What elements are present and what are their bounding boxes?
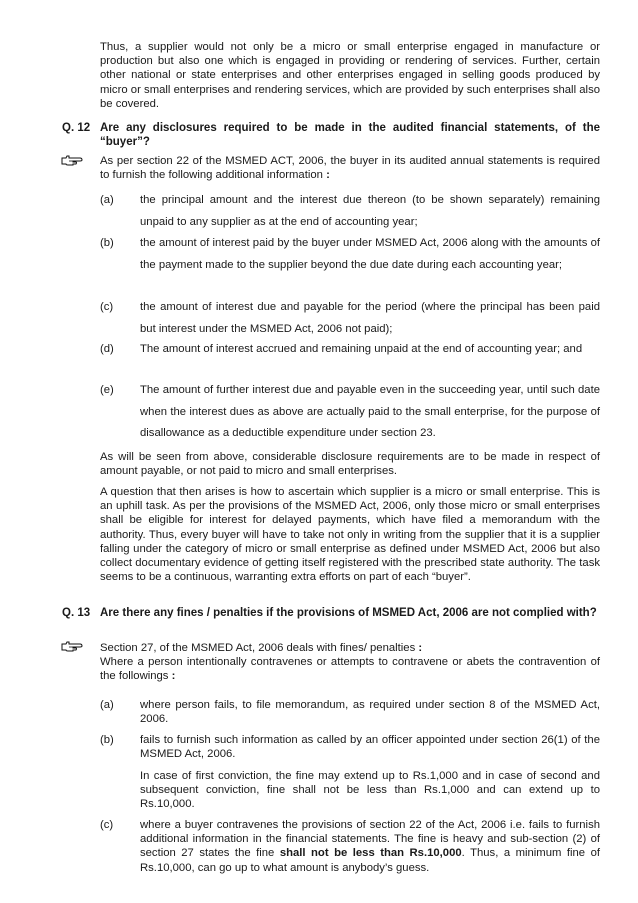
list-item: (a) where person fails, to file memorandum, as required under section 8 of the MSMED Act, 2006. xyxy=(100,699,600,726)
q12-paragraph-1: As will be seen from above, considerable disclosure requirements are to be made in respect of amount payable, or not paid to micro and small enterprises. xyxy=(100,451,600,478)
penalty-paragraph: In case of first conviction, the fine may extend up to Rs.1,000 and in case of second and subsequent conviction, fine shall not be less than Rs.1,000 and can extend up to Rs.10,000. xyxy=(140,770,600,811)
q12-answer-intro: As per section 22 of the MSMED ACT, 2006, the buyer in its audited annual statements is required to furnish the following additional information : xyxy=(100,155,600,182)
list-item: (c) where a buyer contravenes the provisions of section 22 of the Act, 2006 i.e. fails to furnish additional information in the financial statements. The fine is heavy and sub-section (2) of section 27 states the fine shall not be less than Rs.10,000. Thus, a minimum fine of Rs.10,000, can go up to what amount is anybody’s guess. xyxy=(100,819,600,874)
list-item: (c) the amount of interest due and payable for the period (where the principal has been paid but interest under the MSMED Act, 2006 not paid); xyxy=(100,301,600,335)
question-13 xyxy=(62,606,600,620)
intro-paragraph: Thus, a supplier would not only be a micro or small enterprise engaged in manufacture or production but also one which is engaged in providing or rendering of services. Further, certain other national or state enterprises and other enterprises engaged in selling goods produced by micro or small enterprises and rendering services, which are provided by such enterprises shall also be covered. xyxy=(100,41,600,110)
q12-paragraph-2: A question that then arises is how to ascertain which supplier is a micro or small enterprise. This is an uphill task. As per the provisions of the MSMED Act, 2006, only those micro or small enterprises shall be eligible for interest for delayed payments, which have filed a memorandum with the authority. Thus, every buyer will have to take not only in writing from the supplier that it is a supplier falling under the category of micro or small enterprise as defined under MSMED Act, 2006 but also collect documentary evidence of getting itself registered with the prescribed state authority. The task seems to be a continuous, warranting extra efforts on part of each “buyer”. xyxy=(100,486,600,584)
list-item: (b) fails to furnish such information as called by an officer appointed under section 26(1) of the MSMED Act, 2006. xyxy=(100,734,600,761)
question-12 xyxy=(62,121,600,149)
list-item: (d) The amount of interest accrued and remaining unpaid at the end of accounting year; and xyxy=(100,343,583,355)
q13-answer-intro: Section 27, of the MSMED Act, 2006 deals with fines/ penalties : Where a person intentionally contravenes or attempts to contravene or abets the contravention of the followings : xyxy=(100,642,600,683)
pointing-hand-icon xyxy=(60,641,88,653)
list-item: (e) The amount of further interest due and payable even in the succeeding year, until such date when the interest dues as above are actually paid to the small enterprise, for the purpose of disallowance as a deductible expenditure under section 23. xyxy=(100,384,600,439)
question-number: Q. 12 xyxy=(62,122,91,134)
list-item: (b) the amount of interest paid by the buyer under MSMED Act, 2006 along with the amounts of the payment made to the supplier beyond the due date during each accounting year; xyxy=(100,237,600,271)
question-text: Are there any fines / penalties if the provisions of MSMED Act, 2006 are not complied with? xyxy=(100,607,597,619)
question-number: Q. 13 xyxy=(62,607,91,619)
pointing-hand-icon xyxy=(60,155,88,167)
list-item: (a) the principal amount and the interest due thereon (to be shown separately) remaining unpaid to any supplier as at the end of accounting year; xyxy=(100,194,600,228)
question-text: Are any disclosures required to be made in the audited financial statements, of the “buyer”? xyxy=(100,122,600,149)
